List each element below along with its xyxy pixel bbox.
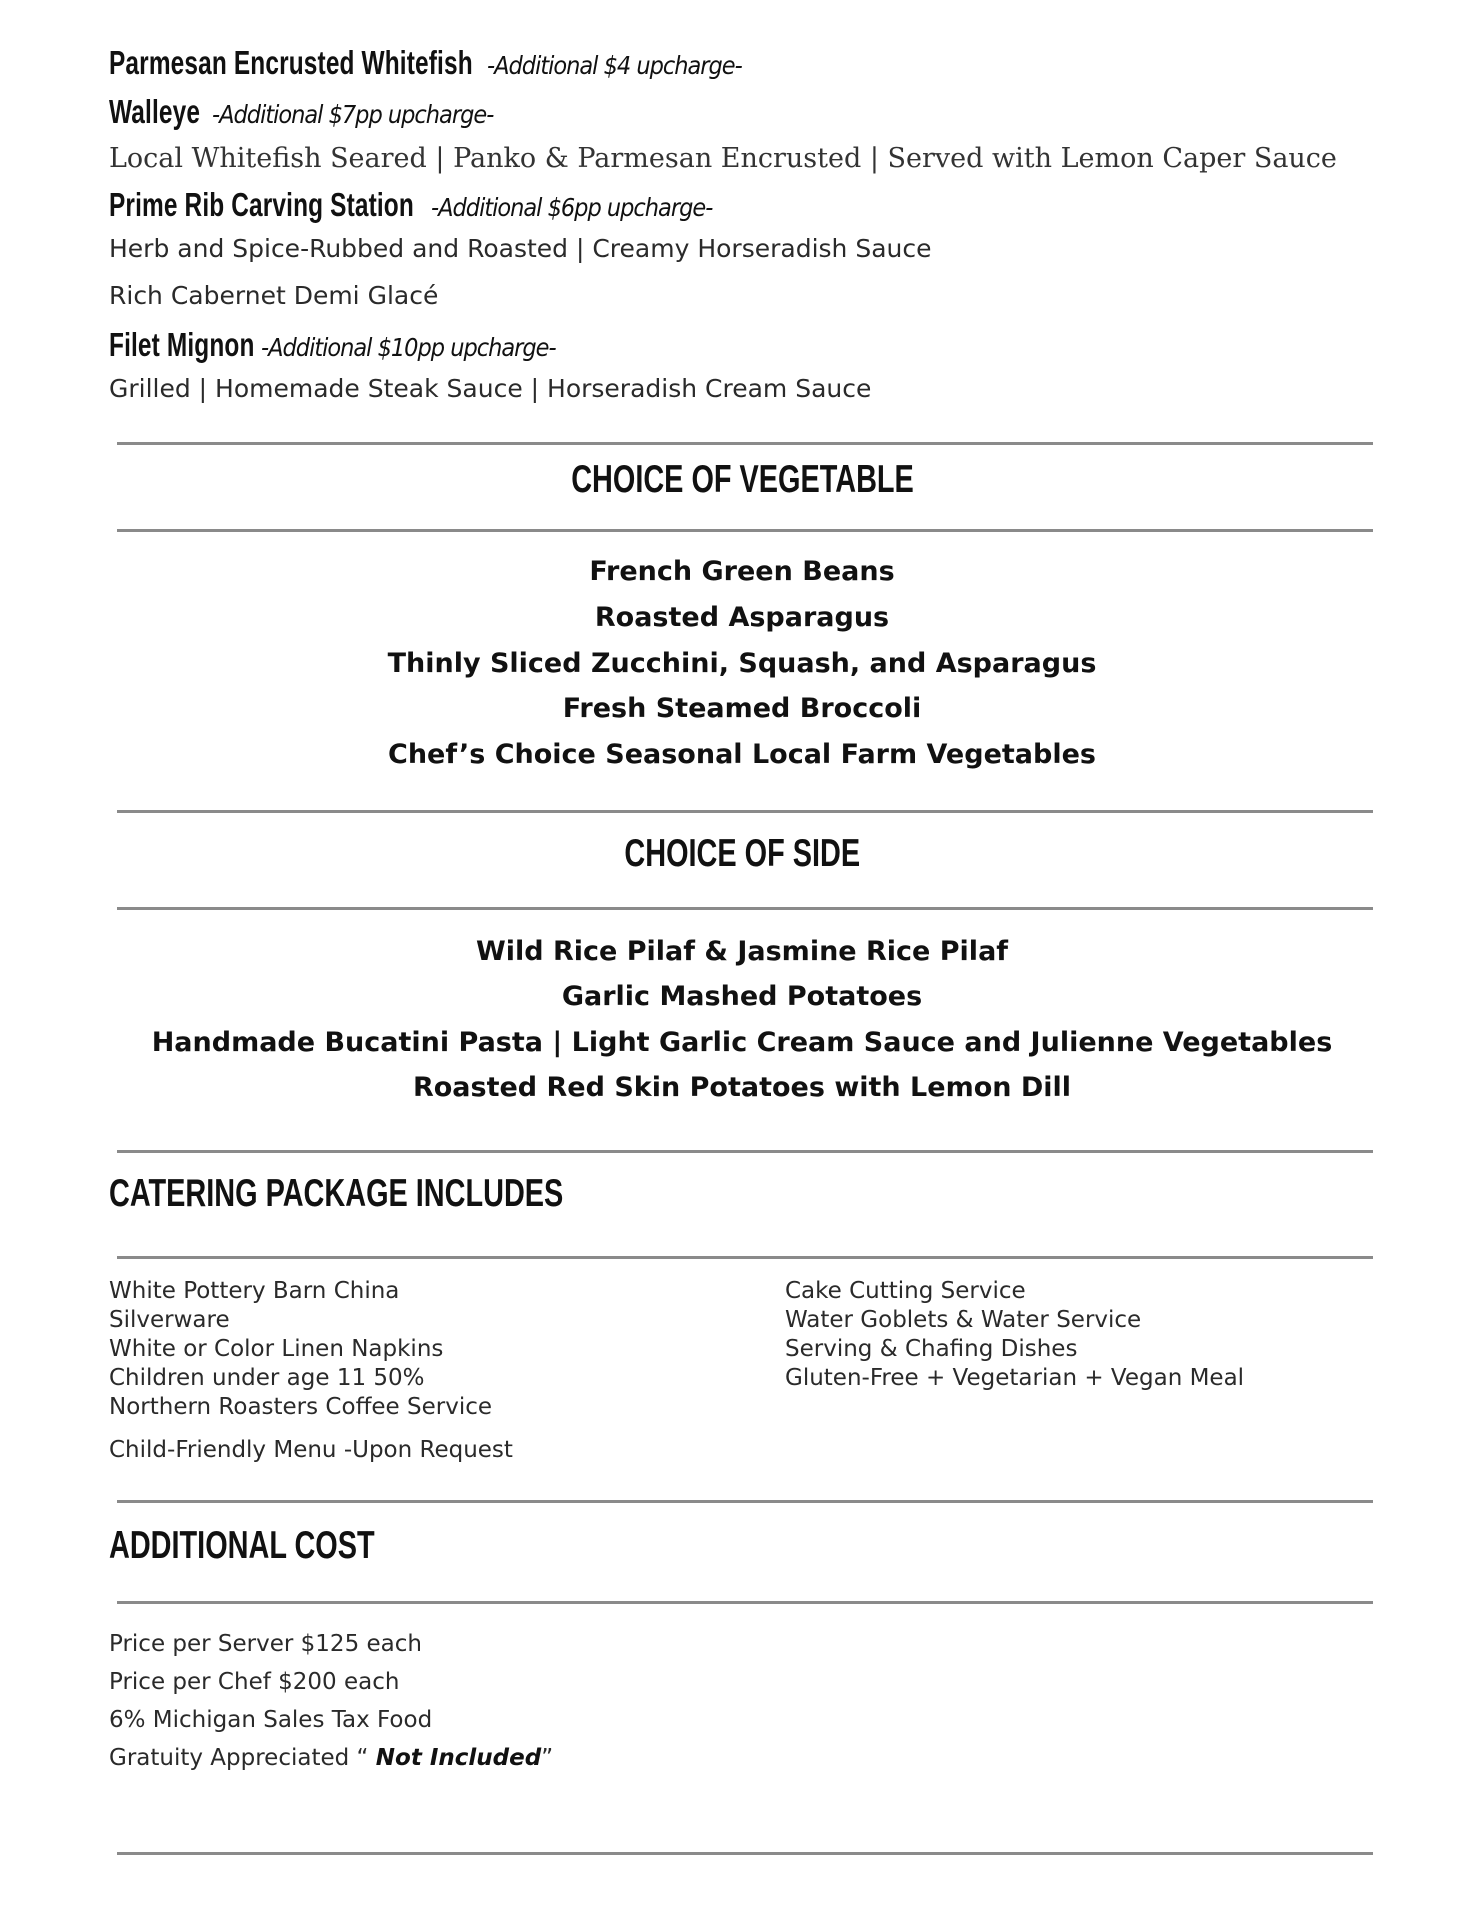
package-note: Child-Friendly Menu -Upon Request	[109, 1437, 513, 1463]
package-right-list	[785, 1277, 1244, 1393]
package-item: Cake Cutting Service	[785, 1278, 1026, 1304]
section-heading-vegetable: CHOICE OF VEGETABLE	[570, 458, 914, 501]
entree-name: Filet Mignon	[109, 326, 255, 363]
side-item: Wild Rice Pilaf & Jasmine Rice Pilaf	[475, 936, 1009, 967]
section-heading-package: CATERING PACKAGE INCLUDES	[109, 1172, 564, 1215]
package-item: Water Goblets & Water Service	[785, 1307, 1142, 1333]
package-item: Serving & Chafing Dishes	[785, 1336, 1078, 1362]
vegetable-item: Roasted Asparagus	[594, 602, 890, 633]
section-heading-side: CHOICE OF SIDE	[624, 832, 860, 875]
package-item: White Pottery Barn China	[109, 1278, 400, 1304]
gratuity-line: Gratuity Appreciated “ Not Included”	[109, 1745, 554, 1771]
entree-description: Grilled | Homemade Steak Sauce | Horseradish Cream Sauce	[109, 374, 872, 403]
vegetable-item: Fresh Steamed Broccoli	[562, 693, 922, 724]
package-item: White or Color Linen Napkins	[109, 1336, 444, 1362]
divider	[117, 1150, 1373, 1153]
entree-name: Parmesan Encrusted Whitefish	[109, 44, 473, 81]
package-item: Northern Roasters Coffee Service	[109, 1394, 493, 1420]
entree-name: Prime Rib Carving Station	[109, 186, 414, 223]
divider	[117, 810, 1373, 813]
vegetable-item: French Green Beans	[589, 556, 895, 587]
section-heading-additional: ADDITIONAL COST	[109, 1524, 375, 1567]
entree-name: Walleye	[109, 93, 201, 130]
side-item: Garlic Mashed Potatoes	[561, 981, 923, 1012]
package-item: Children under age 11 50%	[109, 1365, 425, 1391]
side-item: Roasted Red Skin Potatoes with Lemon Dill	[412, 1072, 1072, 1103]
divider	[117, 1256, 1373, 1259]
entree-description: Local Whitefish Seared | Panko & Parmesan Encrusted | Served with Lemon Caper Sauce	[109, 143, 1337, 174]
divider	[117, 442, 1373, 445]
cost-line: Price per Server $125 each	[109, 1631, 422, 1657]
upcharge-note: -Additional $10pp upcharge-	[261, 333, 556, 362]
divider	[117, 529, 1373, 532]
divider	[117, 1601, 1373, 1604]
cost-line: Price per Chef $200 each	[109, 1669, 400, 1695]
divider	[117, 907, 1373, 910]
package-item: Gluten-Free + Vegetarian + Vegan Meal	[785, 1365, 1245, 1391]
package-left-list	[109, 1277, 492, 1422]
cost-line: 6% Michigan Sales Tax Food	[109, 1707, 433, 1733]
vegetable-item: Thinly Sliced Zucchini, Squash, and Asparagus	[387, 648, 1097, 679]
upcharge-note: -Additional $7pp upcharge-	[212, 100, 494, 129]
entree-description: Rich Cabernet Demi Glacé	[109, 281, 439, 310]
upcharge-note: -Additional $6pp upcharge-	[431, 193, 713, 222]
entree-description: Herb and Spice-Rubbed and Roasted | Creamy Horseradish Sauce	[109, 234, 932, 263]
package-item: Silverware	[109, 1307, 230, 1333]
vegetable-item: Chef’s Choice Seasonal Local Farm Vegetables	[388, 739, 1096, 770]
divider	[117, 1852, 1373, 1855]
divider	[117, 1500, 1373, 1503]
upcharge-note: -Additional $4 upcharge-	[487, 51, 742, 80]
side-item: Handmade Bucatini Pasta | Light Garlic Cream Sauce and Julienne Vegetables	[151, 1027, 1333, 1058]
